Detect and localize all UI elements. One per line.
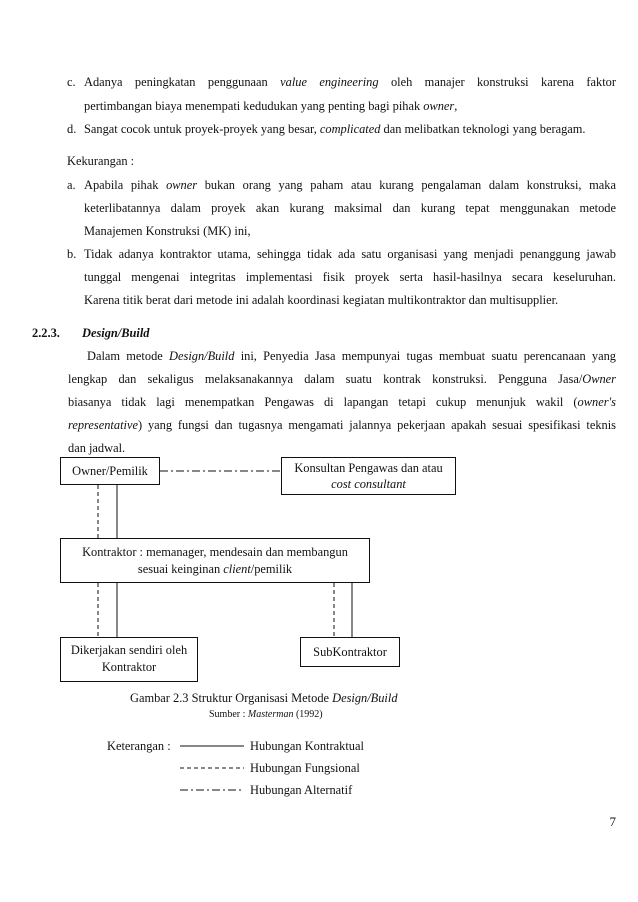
text: Apabila pihak bbox=[84, 178, 167, 192]
text: Dalam metode bbox=[87, 349, 170, 363]
text: Adanya peningkatan penggunaan bbox=[84, 75, 281, 89]
text-italic: Design/Build bbox=[169, 349, 235, 363]
legend-label: Keterangan : bbox=[107, 739, 171, 753]
subcontractor-label: SubKontraktor bbox=[313, 645, 387, 659]
self-work-box bbox=[60, 637, 198, 682]
contractor-box bbox=[60, 538, 370, 583]
text-italic: complicated bbox=[319, 122, 381, 136]
owner-label: Owner/Pemilik bbox=[72, 464, 148, 478]
kekurangan-b-line1: Tidak adanya kontraktor utama, sehingga tidak ada satu organisasi yang menjadi penanggung jawab bbox=[84, 247, 616, 261]
text: ini, Penyedia Jasa mempunyai tugas membuat suatu perencanaan yang bbox=[234, 349, 616, 363]
figure-source bbox=[209, 707, 323, 723]
contractor-label-line1: Kontraktor : memanager, mendesain dan membangun bbox=[82, 545, 348, 559]
text: Sumber : bbox=[209, 709, 248, 720]
legend-item-functional: Hubungan Fungsional bbox=[250, 761, 360, 775]
legend-item-contractual: Hubungan Kontraktual bbox=[250, 739, 364, 753]
text-italic: owner's bbox=[577, 395, 616, 409]
text: sesuai keinginan bbox=[137, 562, 224, 576]
kekurangan-b-line3: Karena titik berat dari metode ini adalah koordinasi kegiatan multikontraktor dan multisupplier. bbox=[84, 293, 559, 307]
text-italic: owner bbox=[423, 99, 455, 113]
text: /pemilik bbox=[250, 562, 293, 576]
subcontractor-box bbox=[300, 637, 400, 667]
text: ) yang fungsi dan tugasnya mengamati jalannya pekerjaan apakah sesuai spesifikasi teknis bbox=[137, 418, 616, 432]
consultant-label-line2: cost consultant bbox=[331, 477, 406, 491]
text: bukan orang yang paham atau kurang pengalaman dalam konstruksi, maka bbox=[197, 178, 616, 192]
text-italic: Owner bbox=[582, 372, 616, 386]
text: biasanya tidak lagi menempatkan Pengawas di lapangan tetapi cukup menunjuk wakil ( bbox=[68, 395, 578, 409]
legend-item-alternative: Hubungan Alternatif bbox=[250, 783, 353, 797]
section-number: 2.2.3. bbox=[32, 326, 60, 340]
text: dan melibatkan teknologi yang beragam. bbox=[380, 122, 586, 136]
kekurangan-a-line3: Manajemen Konstruksi (MK) ini, bbox=[84, 224, 251, 238]
kekurangan-b-line2: tunggal mengenai integritas implementasi fisik proyek serta hasil-hasilnya secara keseluruhan. bbox=[84, 270, 616, 284]
page-number: 7 bbox=[609, 814, 616, 829]
text: Sangat cocok untuk proyek-proyek yang besar, bbox=[84, 122, 320, 136]
consultant-label-line1: Konsultan Pengawas dan atau bbox=[294, 461, 443, 475]
text: , bbox=[454, 99, 458, 113]
paragraph-line5: dan jadwal. bbox=[68, 441, 126, 455]
text-italic: client bbox=[223, 562, 251, 576]
text-italic: value engineering bbox=[280, 75, 379, 89]
list-marker-a: a. bbox=[67, 178, 76, 192]
text: lengkap dan sekaligus melaksanakannya dalam suatu kontrak konstruksi. Pengguna Jasa/ bbox=[68, 372, 583, 386]
kekurangan-heading: Kekurangan : bbox=[67, 154, 135, 168]
figure-caption bbox=[130, 690, 398, 706]
text-italic: owner bbox=[166, 178, 198, 192]
contractor-label-line2 bbox=[61, 561, 369, 577]
consultant-box bbox=[281, 457, 456, 495]
list-marker-b: b. bbox=[67, 247, 77, 261]
self-work-line2: Kontraktor bbox=[101, 660, 157, 674]
self-work-line1: Dikerjakan sendiri oleh bbox=[70, 643, 188, 657]
text: Gambar 2.3 Struktur Organisasi Metode bbox=[130, 691, 333, 705]
kekurangan-a-line2: keterlibatannya dalam proyek akan kurang maksimal dan kurang tepat menggunakan metode bbox=[84, 201, 616, 215]
marker-text: d. bbox=[67, 122, 77, 136]
text-italic: Masterman bbox=[247, 709, 294, 720]
text: pertimbangan biaya menempati kedudukan yang penting bagi pihak bbox=[84, 99, 424, 113]
text: (1992) bbox=[293, 709, 323, 720]
marker-text: c. bbox=[67, 75, 76, 89]
text: oleh manajer konstruksi karena faktor bbox=[378, 75, 616, 89]
text-italic: representative bbox=[68, 418, 138, 432]
owner-box bbox=[60, 457, 160, 485]
section-title: Design/Build bbox=[82, 326, 150, 340]
text-italic: Design/Build bbox=[332, 691, 398, 705]
